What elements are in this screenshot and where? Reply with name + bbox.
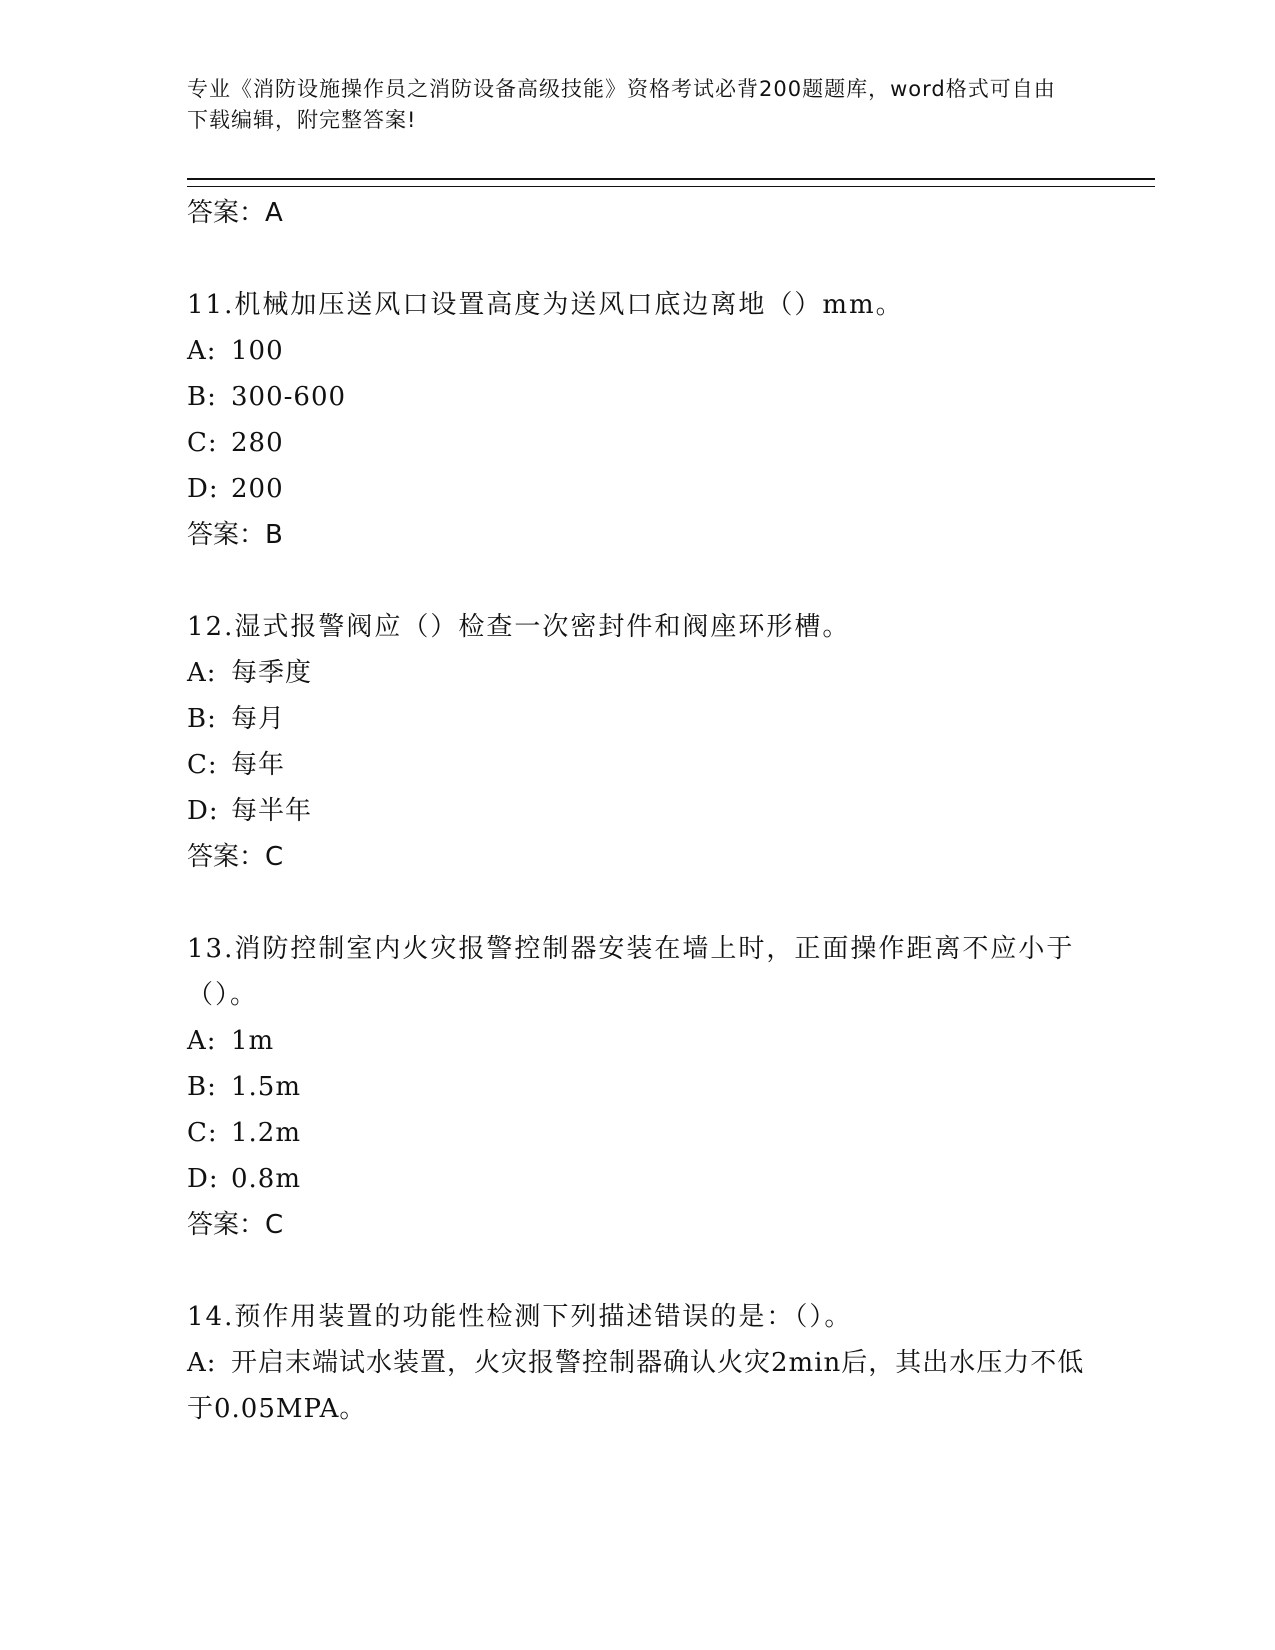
option-d (187, 466, 1087, 512)
option-letter: D: (187, 1164, 219, 1194)
option-c (187, 420, 1087, 466)
question-14 (187, 1294, 1087, 1432)
option-text: 1.2m (231, 1118, 302, 1148)
option-d (187, 788, 1087, 834)
option-b (187, 374, 1087, 420)
option-text: 每半年 (231, 796, 313, 826)
option-b (187, 1064, 1087, 1110)
option-letter: B: (187, 1072, 217, 1102)
question-stem: 11.机械加压送风口设置高度为送风口底边离地（）mm。 (187, 290, 904, 320)
option-d (187, 1156, 1087, 1202)
option-c (187, 1110, 1087, 1156)
question-13 (187, 926, 1087, 1294)
option-a (187, 1018, 1087, 1064)
option-letter: D: (187, 474, 219, 504)
document-body (187, 190, 1087, 1432)
option-text: 每季度 (231, 658, 313, 688)
option-letter: B: (187, 382, 217, 412)
document-header-text: 专业《消防设施操作员之消防设备高级技能》资格考试必背200题题库，word格式可自由下载编辑，附完整答案! (187, 77, 1056, 132)
question-stem: 14.预作用装置的功能性检测下列描述错误的是：（）。 (187, 1302, 853, 1332)
option-text: 0.8m (231, 1164, 302, 1194)
option-text: 1.5m (231, 1072, 302, 1102)
option-text: 200 (231, 474, 284, 504)
answer-line: 答案：A (187, 198, 283, 228)
option-letter: A: (187, 658, 217, 688)
answer-line: 答案：C (187, 842, 284, 872)
question-11 (187, 282, 1087, 604)
answer-line: 答案：C (187, 1210, 284, 1240)
option-text: 280 (231, 428, 284, 458)
option-letter: B: (187, 704, 217, 734)
option-a (187, 328, 1087, 374)
option-letter: A: (187, 1026, 217, 1056)
option-letter: D: (187, 796, 219, 826)
option-text: 300-600 (231, 382, 347, 412)
option-a (187, 1340, 1087, 1432)
option-letter: A: (187, 336, 217, 366)
header-divider (187, 178, 1155, 187)
option-text: 100 (231, 336, 284, 366)
option-b (187, 696, 1087, 742)
question-stem: 12.湿式报警阀应（）检查一次密封件和阀座环形槽。 (187, 612, 851, 642)
option-letter: C: (187, 428, 218, 458)
option-text: 1m (231, 1026, 275, 1056)
option-text: 每年 (231, 750, 286, 780)
option-letter: C: (187, 750, 218, 780)
question-stem: 13.消防控制室内火灾报警控制器安装在墙上时，正面操作距离不应小于（）。 (187, 934, 1075, 1010)
option-letter: C: (187, 1118, 218, 1148)
answer-line: 答案：B (187, 520, 283, 550)
option-letter: A: (187, 1348, 217, 1378)
question-12 (187, 604, 1087, 926)
option-text: 每月 (231, 704, 286, 734)
option-text: 开启末端试水装置，火灾报警控制器确认火灾2min后，其出水压力不低于0.05MPA。 (187, 1348, 1085, 1424)
option-c (187, 742, 1087, 788)
option-a (187, 650, 1087, 696)
